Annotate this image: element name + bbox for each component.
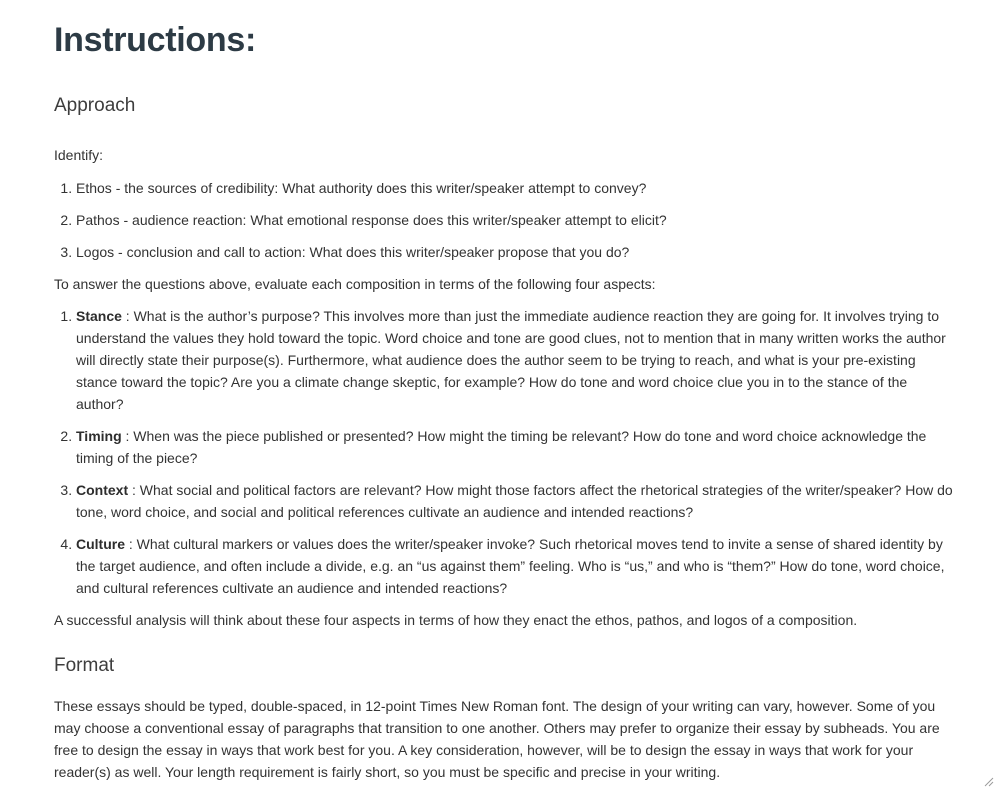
aspect-text: : What cultural markers or values does the writer/speaker invoke? Such rhetorical moves tend to invite a sense of shared identity by the target audience, and often include a divide, e.g. an “us against them” feeling. Who is “us,” and who is “them?” How do tone, word choice, and cultural references cultivate an audience and intended reactions? — [76, 536, 945, 596]
instructions-content — [54, 0, 954, 783]
aspect-text: : What is the author’s purpose? This involves more than just the immediate audience reaction they are going for. It involves trying to understand the values they hold toward the topic. Word choice and tone are good clues, not to mention that in many written works the author will directly state their purpose(s). Furthermore, what audience does the author seem to be trying to reach, and what is your pre-existing stance toward the topic? Are you a climate change skeptic, for example? How do tone and word choice clue you in to the stance of the author? — [76, 308, 946, 412]
list-item-logos: 3. Logos - conclusion and call to action: What does this writer/speaker propose that you do? — [76, 241, 954, 263]
aspect-term: Stance — [76, 308, 122, 324]
format-heading: Format — [54, 655, 115, 676]
aspect-term: Culture — [76, 536, 125, 552]
aspect-timing — [76, 425, 954, 469]
list-item-pathos: 2. Pathos - audience reaction: What emotional response does this writer/speaker attempt to elicit? — [76, 209, 954, 231]
aspect-culture — [76, 533, 954, 599]
page-title: Instructions: — [54, 21, 256, 59]
analysis-summary: A successful analysis will think about these four aspects in terms of how they enact the ethos, pathos, and logos of a composition. — [54, 612, 858, 628]
aspect-text: : When was the piece published or presented? How might the timing be relevant? How do tone and word choice acknowledge the timing of the piece? — [76, 428, 927, 466]
aspect-context — [76, 479, 954, 523]
aspects-list — [54, 305, 954, 599]
resize-handle-icon[interactable] — [982, 774, 994, 786]
aspect-text: : What social and political factors are relevant? How might those factors affect the rhetorical strategies of the writer/speaker? How do tone, word choice, and social and political references cultivate an audience and intended reactions? — [76, 482, 953, 520]
list-item-ethos: 1. Ethos - the sources of credibility: What authority does this writer/speaker attempt to convey? — [76, 177, 954, 199]
aspect-stance — [76, 305, 954, 415]
aspect-term: Timing — [76, 428, 122, 444]
identify-label: Identify: — [54, 147, 104, 163]
aspect-term: Context — [76, 482, 129, 498]
identify-list — [54, 177, 954, 263]
format-text: These essays should be typed, double-spaced, in 12-point Times New Roman font. The design of your writing can vary, however. Some of you may choose a conventional essay of paragraphs that transition to one another. Others may prefer to organize their essay by subheads. You are free to design the essay in ways that work best for you. A key consideration, however, will be to design the essay in ways that work for your reader(s) as well. Your length requirement is fairly short, so you must be specific and precise in your writing. — [54, 698, 940, 780]
approach-heading: Approach — [54, 95, 136, 116]
questions-intro: To answer the questions above, evaluate each composition in terms of the following four aspects: — [54, 276, 656, 292]
